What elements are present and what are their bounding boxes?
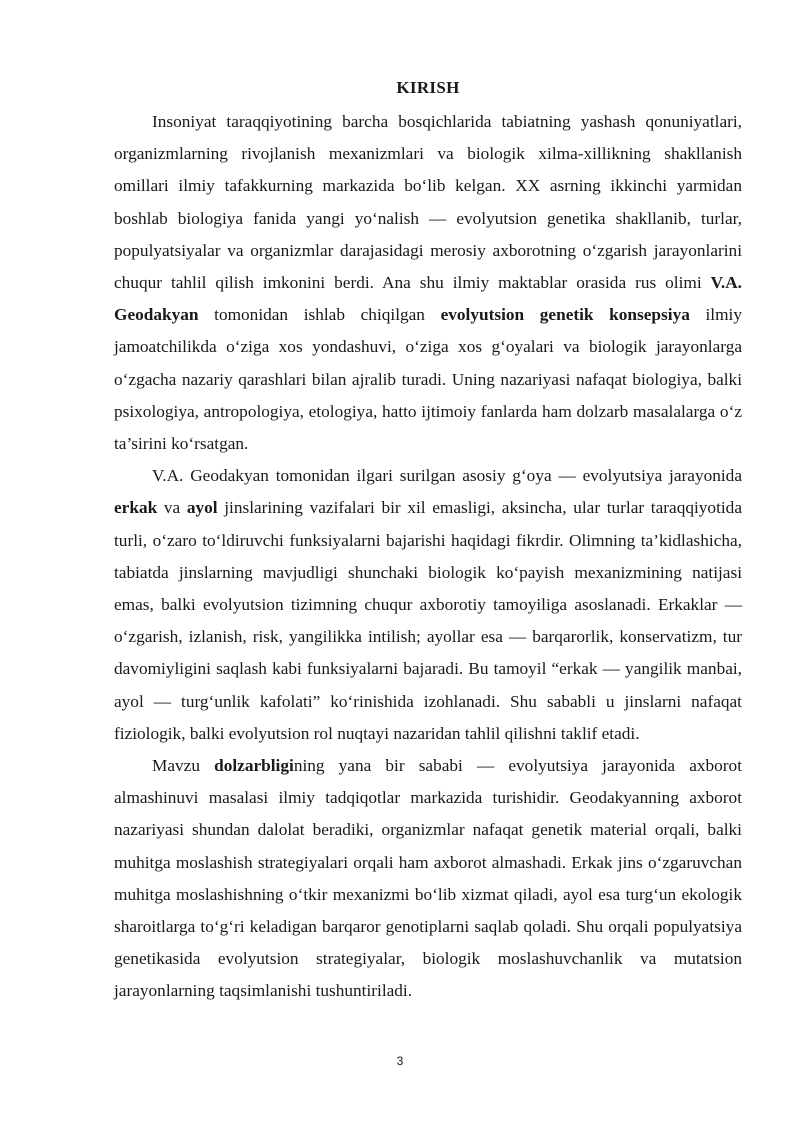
bold-author-name: V.A. Geodakyan [114, 273, 742, 325]
bold-term-female: ayol [186, 498, 218, 518]
text-segment: jinslarining vazifalari bir xil emasligi, aksincha, ular turlar taraqqiyotida turli, o‘zaro to‘ldiruvchi funksiyalarni bajarishi haqidagi fikrdir. Olimning ta’kidlashicha, tabiatda jinslarning mavjudligi shunchaki biologik ko‘payish mexanizmining natijasi emas, balki evolyutsion tizimning chuqur axborotiy tamoyiliga asoslanadi. Erkaklar — o‘zgarish, izlanish, risk, yangilikka intilish; ayollar esa — barqarorlik, konservatizm, tur davomiyligini saqlash kabi funksiyalarni bajaradi. Bu tamoyil “erkak — yangilik manbai, ayol — turg‘unlik kafolati” ko‘rinishida izohlanadi. Shu sababli u jinslarni nafaqat fiziologik, balki evolyutsion rol nuqtayi nazaridan tahlil qilishni taklif etadi. [114, 498, 742, 743]
bold-term-male: erkak [114, 498, 158, 518]
text-segment: V.A. Geodakyan tomonidan ilgari surilgan asosiy g‘oya — evolyutsiya jarayonida [152, 466, 742, 486]
paragraph-main-idea [114, 460, 742, 750]
text-segment: tomonidan ishlab chiqilgan [198, 305, 441, 325]
text-segment: va [157, 498, 187, 518]
bold-concept-term: evolyutsion genetik konsepsiya [440, 305, 690, 325]
text-segment: ning yana bir sababi — evolyutsiya jarayonida axborot almashinuvi masalasi ilmiy tadqiqotlar markazida turishidir. Geodakyanning axborot nazariyasi shundan dalolat beradiki, organizmlar nafaqat genetik material orqali, balki muhitga moslashish strategiyalari orqali ham axborot almashadi. Erkak jins o‘zgaruvchan muhitga moslashishning o‘tkir mexanizmi bo‘lib xizmat qiladi, ayol esa turg‘un ekologik sharoitlarga to‘g‘ri keladigan barqaror genotiplarni saqlab qoladi. Shu orqali populyatsiya genetikasida evolyutsion strategiyalar, biologik moslashuvchanlik va mutatsion jarayonlarning taqsimlanishi tushuntiriladi. [114, 756, 742, 1001]
bold-term-relevance: dolzarbligi [214, 756, 294, 776]
text-segment: Mavzu [152, 756, 215, 776]
paragraph-relevance [114, 750, 742, 1008]
page-number: 3 [396, 1054, 404, 1068]
section-title: KIRISH [396, 78, 460, 97]
document-body [114, 74, 742, 1008]
text-segment: Insoniyat taraqqiyotining barcha bosqichlarida tabiatning yashash qonuniyatlari, organizmlarning rivojlanish mexanizmlari va biologik xilma-xillikning shakllanish omillari ilmiy tafakkurning markazida bo‘lib kelgan. XX asrning ikkinchi yarmidan boshlab biologiya fanida yangi yo‘nalish — evolyutsion genetika shakllanib, turlar, populyatsiyalar va organizmlar darajasidagi merosiy axborotning o‘zgarish jarayonlarini chuqur tahlil qilish imkonini berdi. Ana shu ilmiy maktablar orasida rus olimi [114, 112, 742, 293]
text-segment: ilmiy jamoatchilikda o‘ziga xos yondashuvi, o‘ziga xos g‘oyalari va biologik jarayonlarga o‘zgacha nazariy qarashlari bilan ajralib turadi. Uning nazariyasi nafaqat biologiya, balki psixologiya, antropologiya, etologiya, hatto ijtimoiy fanlarda ham dolzarb masalalarga o‘z ta’sirini ko‘rsatgan. [114, 305, 742, 454]
paragraph-introduction [114, 106, 742, 460]
